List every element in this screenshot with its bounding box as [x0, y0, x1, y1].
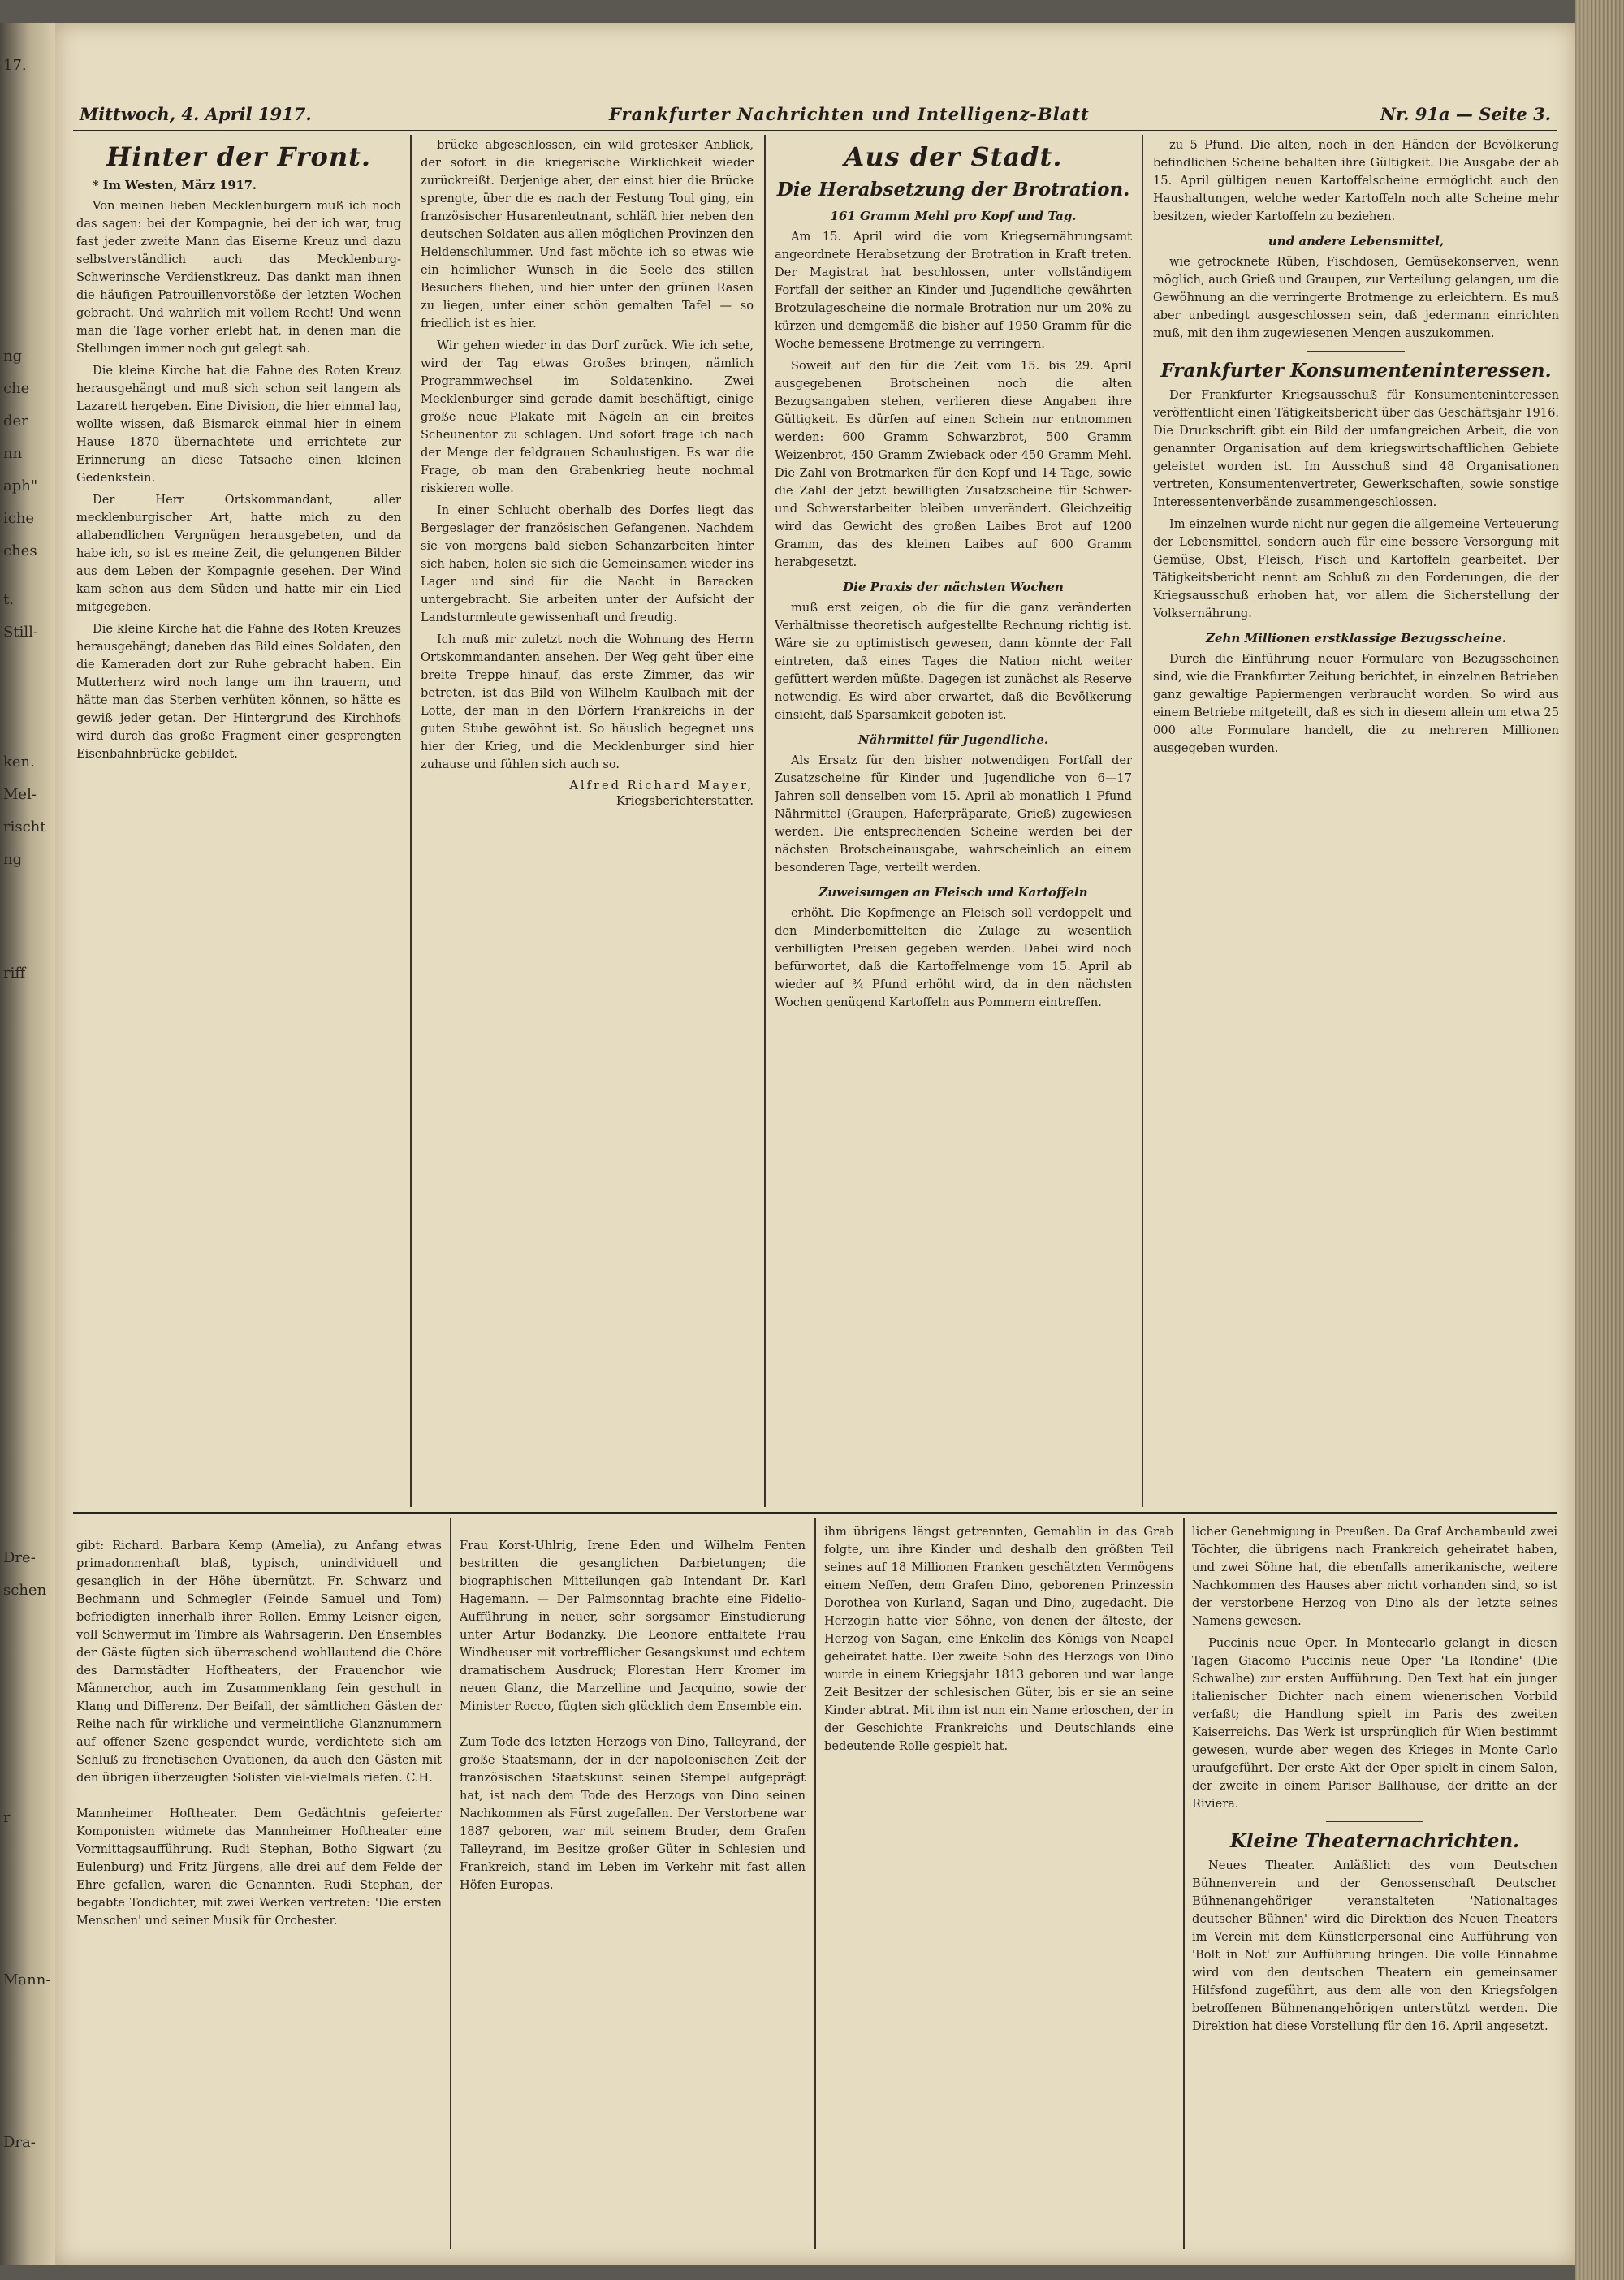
column-rule — [410, 135, 412, 1507]
edge-fragment: schen — [3, 1582, 47, 1599]
feuilleton-text: Frau Korst-Uhlrig, Irene Eden und Wilhelm Fenten bestritten die gesanglichen Darbietungen; die biographischen Mitteilungen gab Intendant Dr. Karl Hagemann. — Der Palmsonntag brachte eine Fidelio-Aufführung in neuer, sehr sorgsamer Einstudierung unter Artur Bodanzky. Die Leonore entfaltete Frau Windheuser mit vortrefflicher Gesangskunst und echtem dramatischem Ausdruck; Florestan Herr Kromer im neuen Glanz, die Marzelline und Jacquino, sowie der Minister Rocco, fügten sich glücklich dem Ensemble ein. Zum Tode des letzten Herzogs von Dino, Talleyrand, der große Staatsmann, der in der napoleonischen Zeit der französischen Staatskunst seinen Stempel aufgeprägt hat, ist nach dem Tode des Herzogs von Dino seinen Nachkommen als Fürst zugefallen. Der Verstorbene war 1887 geboren, war mit seinem Bruder, dem Grafen Talleyrand, im Besitze großer Güter in Schlesien und Frankreich, stand im Leben im Verkehr mit fast allen Höfen Europas. — [460, 1539, 806, 1892]
article-paragraph: zu 5 Pfund. Die alten, noch in den Händen der Bevölkerung befindlichen Scheine behalten ihre Gültigkeit. Die Ausgabe der ab 15. April gültigen neuen Kartoffelscheine ermöglicht auch den Haushaltungen, welche weder Kartoffeln noch alte Scheine mehr besitzen, wieder Kartoffeln zu beziehen. — [1153, 138, 1559, 223]
page-number: Nr. 91a — Seite 3. — [1380, 104, 1551, 124]
article-paragraph: Die kleine Kirche hat die Fahne des Roten Kreuz herausgehängt und muß sich schon seit langem als Lazarett hergeben. Eine Division, die hier einmal lag, wollte wissen, daß Bismarck einmal hier in einem Hause 1870 übernachtete und errichtete zur Erinnerung an diese Tatsache einen kleinen Gedenkstein. — [76, 364, 401, 485]
author-role: Kriegsberichterstatter. — [615, 794, 754, 808]
feuilleton-column-1 — [76, 1523, 442, 2250]
article-hinter-der-front — [76, 136, 401, 1501]
edge-fragment: Mel- — [3, 786, 37, 803]
column-rule — [1183, 1518, 1185, 2249]
subsection-heading: Zuweisungen an Fleisch und Kartoffeln — [818, 885, 1088, 900]
article-subtitle: 161 Gramm Mehl pro Kopf und Tag. — [830, 209, 1077, 223]
edge-fragment: ken. — [3, 754, 35, 771]
article-konsumenteninteressen — [1153, 136, 1559, 1501]
edge-fragment: ng — [3, 348, 23, 365]
issue-date: Mittwoch, 4. April 1917. — [80, 104, 312, 124]
feuilleton-column-3 — [824, 1523, 1173, 2250]
article-paragraph: Wir gehen wieder in das Dorf zurück. Wie ich sehe, wird der Tag etwas Großes bringen, nämlich Programmwechsel im Soldatenkino. Zwei Mecklenburger sind gerade damit beschäftigt, einige große neue Plakate mit Nägeln an ein breites Scheunentor zu schlagen. Und sofort frage ich nach der Menge der feldgrauen Schaulustigen. Es war die Frage, ob man den Grabenkrieg heute nochmal riskieren wolle. — [421, 339, 754, 495]
edge-fragment: che — [3, 380, 30, 397]
feuilleton-text: ihm übrigens längst getrennten, Gemahlin in das Grab folgte, um ihre Kinder und deshalb den größten Teil seines auf 18 Millionen Franken geschätzten Vermögens einem Neffen, dem Grafen Dino, geborenen Prinzessin Dorothea von Kurland, Sagan und Dino, zugedacht. Die Herzogin hatte vier Söhne, von denen der älteste, der Herzog von Sagan, eine Enkelin des Königs von Neapel geheiratet hatte. Der zweite Sohn des Herzogs von Dino wurde in einem Kriegsjahr 1813 geboren und war lange Zeit Besitzer der schlesischen Güter, bis er sie an seine Kinder abtrat. Mit ihm ist nun ein Name erloschen, der in der Geschichte Frankreichs und Deutschlands eine bedeutende Rolle gespielt hat. — [824, 1525, 1173, 1753]
edge-fragment: nn — [3, 445, 23, 462]
edge-fragment: Dra- — [3, 2134, 36, 2151]
subsection-heading: Die Praxis der nächsten Wochen — [843, 580, 1064, 594]
page-stack-edge — [1575, 0, 1624, 2280]
article-paragraph: Von meinen lieben Mecklenburgern muß ich noch das sagen: bei der Kompagnie, bei der ich war, trug fast jeder zweite Mann das Eiserne Kreuz und dazu selbstverständlich auch das Mecklenburg-Schwerinsche Verdienstkreuz. Das dankt man ihnen die häufigen Patrouillenvorstöße der letzten Wochen gebracht. Und wahrlich mit vollem Recht! Und wenn man die Tage vorher erlebt hat, in denen man die Stellungen immer noch gut gelegt sah. — [76, 199, 401, 356]
feuilleton-text: Puccinis neue Oper. In Montecarlo gelangt in diesen Tagen Giacomo Puccinis neue Oper 'La Rondine' (Die Schwalbe) zur ersten Aufführung. Den Text hat ein junger italienischer Dichter nach einem wienerischen Vorbild verfaßt; die Handlung spielt im Paris des zweiten Kaiserreichs. Das Werk ist ursprünglich für Wien bestimmt gewesen, wurde aber wegen des Krieges in Monte Carlo uraufgeführt. Der erste Akt der Oper spielt in einem Salon, der zweite in einem Pariser Ballhause, der dritte an der Riviera. — [1192, 1636, 1557, 1811]
article-title: Frankfurter Konsumenteninteressen. — [1160, 360, 1552, 382]
article-paragraph: Durch die Einführung neuer Formulare von Bezugsscheinen sind, wie die Frankfurter Zeitung berichtet, in einzelnen Betrieben ganz gewaltige Papiermengen verbraucht worden. So wird aus einem Betriebe mitgeteilt, daß es sich in diesem allein um etwa 25 000 alte Formulare handelt, die zu mehreren Millionen ausgegeben wurden. — [1153, 652, 1559, 755]
edge-fragment: Mann- — [3, 1971, 51, 1989]
feuilleton-text: licher Genehmigung in Preußen. Da Graf Archambauld zwei Töchter, die übrigens nach Frankreich geheiratet haben, und zwei Söhne hat, die ebenfalls amerikanische, weitere Nachkommen des Hauses aber nicht vorhanden sind, so ist der verstorbene Herzog von Dino als der letzte seines Namens gewesen. — [1192, 1525, 1557, 1628]
article-paragraph: Der Herr Ortskommandant, aller mecklenburgischer Art, hatte mich zu den allabendlichen Vergnügen herausgebeten, und da habe ich, so ist es meine Zeit, die gelungenen Bilder aus dem Leben der Kompagnie gesehen. Der Wind kam schon aus dem Süden und hatte mir ein Lied mitgegeben. — [76, 493, 401, 614]
article-paragraph: Der Frankfurter Kriegsausschuß für Konsumenteninteressen veröffentlicht einen Tätigkeitsbericht über das Geschäftsjahr 1916. Die Druckschrift gibt ein Bild der umfangreichen Arbeit, die von genannter Organisation auf dem kriegswirtschaftlichen Gebiete geleistet worden ist. Im Ausschuß sind 48 Organisationen vertreten, Konsumentenvertreter, Gewerkschaften, sowie sonstige Interessentenverbände zusammengeschlossen. — [1153, 388, 1559, 509]
article-paragraph: In einer Schlucht oberhalb des Dorfes liegt das Bergeslager der französischen Gefangenen. Nachdem sie von morgens bald sieben Schanzarbeiten hinter sich haben, holen sie sich die Gemeinsamen wieder ins Lager und sind für die Nacht in Baracken untergebracht. Sie arbeiten unter der Aufsicht der Landsturmleute gewissenhaft und freudig. — [421, 503, 754, 624]
edge-fragment: Still- — [3, 624, 38, 641]
edge-fragment: Dre- — [3, 1549, 36, 1566]
article-aus-der-stadt — [775, 136, 1132, 1501]
article-dateline: * Im Westen, März 1917. — [93, 179, 257, 192]
article-paragraph: brücke abgeschlossen, ein wild grotesker Anblick, der sofort in die kriegerische Wirklichkeit wieder zurückreißt. Derjenige aber, der einst hier die Brücke sprengte, über die es nach der Festung Toul ging, ein französischer Husarenleutnant, schläft hier neben den deutschen Soldaten aus allen möglichen Provinzen den Heldenschlummer. Und fast möchte ich so etwas wie ein heimlicher Wunsch in die Seele des stillen Besuchers fliehen, und hier unter den grünen Rasen zu liegen, unter einer schön gemalten Tafel — so friedlich ist es hier. — [421, 138, 754, 330]
article-paragraph: Am 15. April wird die vom Kriegsernährungsamt angeordnete Herabsetzung der Brotration in Kraft treten. Der Magistrat hat beschlossen, unter vollständigem Fortfall der seither an Kinder und Jugendliche gewährten Brotzulagescheine die normale Brotration nur um 20% zu kürzen und demgemäß die bisher auf 1950 Gramm für die Woche bemessene Brotmenge zu verringern. — [775, 230, 1132, 351]
edge-fragment: rischt — [3, 818, 46, 836]
edge-fragment: iche — [3, 510, 35, 527]
feuilleton-text: gibt: Richard. Barbara Kemp (Amelia), zu Anfang etwas primadonnenhaft blaß, typisch, unindividuell und gesanglich in der Höhe übernützt. Fr. Schwarz und Bechmann und Schmegler (Feinde Samuel und Tom) befriedigten innerhalb ihrer Rollen. Emmy Leisner eigen, voll Schwermut im Timbre als Wahrsagerin. Den Ensembles der Gäste fügten sich überraschend wohllautend die Chöre des Darmstädter Hoftheaters, der Frauenchor wie Männerchor, auch im Zusammenklang fein geschult in Klang und Differenz. Der Beifall, der sämtlichen Gästen der Reihe nach für wirkliche und vermeintliche Glanznummern auf offener Szene gespendet wurde, verdichtete sich am Schluß zu frenetischen Ovationen, da auch den Gästen mit den übrigen überzeugten Solisten viel-vielmals riefen. C.H. Mannheimer Hoftheater. Dem Gedächtnis gefeierter Komponisten widmete das Mannheimer Hoftheater eine Vormittagsaufführung. Rudi Stephan, Botho Sigwart (zu Eulenburg) und Fritz Jürgens, alle drei auf dem Felde der Ehre gefallen, waren die Genannten. Rudi Stephan, der begabte Tondichter, mit zwei Werken vertreten: 'Die ersten Menschen' und seiner Musik für Orchester. — [76, 1539, 442, 1928]
article-title: Hinter der Front. — [106, 141, 372, 172]
article-title: Die Herabsetzung der Brotration. — [776, 179, 1130, 201]
column-rule — [814, 1518, 816, 2249]
subsection-heading: und andere Lebensmittel, — [1268, 234, 1445, 248]
edge-fragment: t. — [3, 591, 14, 608]
subsection-heading: Nährmittel für Jugendliche. — [857, 732, 1049, 747]
feuilleton-column-2 — [460, 1523, 806, 2250]
divider — [1326, 1821, 1423, 1822]
article-paragraph: Im einzelnen wurde nicht nur gegen die allgemeine Verteuerung der Lebensmittel, sondern auch für eine bessere Versorgung mit Gemüse, Obst, Fleisch, Fisch und Kartoffeln gearbeitet. Der Tätigkeitsbericht nennt am Schluß zu den Forderungen, die der Kriegsausschuß erhoben hat, vor allem die Sicherstellung der Volksernährung. — [1153, 517, 1559, 620]
column-rule — [764, 135, 766, 1507]
section-title: Aus der Stadt. — [844, 141, 1063, 172]
article-paragraph: erhöht. Die Kopfmenge an Fleisch soll verdoppelt und den Minderbemittelten die Zulage zu wesentlich verbilligten Preisen gegeben werden. Dabei wird noch befürwortet, daß die Kartoffelmenge vom 15. April ab wieder auf ¾ Pfund erhöht wird, da in den nächsten Wochen genügend Kartoffeln aus Pommern eintreffen. — [775, 906, 1132, 1009]
article-paragraph: Die kleine Kirche hat die Fahne des Roten Kreuzes herausgehängt; daneben das Bild eines Soldaten, den die Kameraden dort zur Ruhe gebracht haben. Ein Mutterherz wird noch lange um ihn trauern, und hätte man das Sterben verhüten können, so hätte es gewiß jeder getan. Der Hintergrund des Kirchhofs wird durch das große Fragment einer gesprengten Eisenbahnbrücke gebildet. — [76, 622, 401, 761]
edge-fragment: der — [3, 412, 28, 430]
subsection-heading: Zehn Millionen erstklassige Bezugsscheine. — [1206, 631, 1506, 646]
article-hinter-der-front-continued — [421, 136, 754, 1501]
feuilleton-text: Neues Theater. Anläßlich des vom Deutschen Bühnenverein und der Genossenschaft Deutscher Bühnenangehöriger veranstalteten 'Nationaltages deutscher Bühnen' wird die Direktion des Neuen Theaters im Verein mit dem Künstlerpersonal eine Aufführung von 'Bolt in Not' zur Aufführung bringen. Die volle Einnahme wird von den deutschen Theatern ein gemeinsamer Hilfsfond zugeführt, aus dem alle von den Kriegsfolgen betroffenen Bühnenangehörigen unterstützt werden. Die Direktion hat diese Vorstellung für den 16. April angesetzt. — [1192, 1859, 1557, 2033]
masthead — [73, 81, 1557, 132]
edge-fragment: riff — [3, 965, 26, 982]
column-rule — [1142, 135, 1143, 1507]
article-paragraph: wie getrocknete Rüben, Fischdosen, Gemüsekonserven, wenn möglich, auch Grieß und Graupen, zur Verteilung gelangen, um die Gewöhnung an die verringerte Brotmenge zu erleichtern. Es muß aber unbedingt ausgeschlossen sein, daß jedermann einrichten muß, mit den ihm zugewiesenen Mengen auszukommen. — [1153, 255, 1559, 340]
feuilleton-column-4 — [1192, 1523, 1557, 2250]
adjacent-page-edge — [0, 23, 55, 2265]
edge-fragment: r — [3, 1809, 11, 1826]
edge-fragment: ches — [3, 542, 37, 559]
author-signature: Alfred Richard Mayer, — [569, 779, 754, 792]
newspaper-name: Frankfurter Nachrichten und Intelligenz-Blatt — [609, 104, 1090, 124]
edge-fragment: aph" — [3, 477, 38, 494]
feuilleton-rule — [73, 1512, 1557, 1514]
edge-fragment: ng — [3, 851, 23, 868]
divider — [1307, 351, 1405, 352]
article-paragraph: muß erst zeigen, ob die für die ganz veränderten Verhältnisse theoretisch aufgestellte Rechnung richtig ist. Wäre sie zu optimistisch gewesen, dann könnte der Fall eintreten, daß eines Tages die Nation nicht weiter gefüttert werden müßte. Dagegen ist zunächst als Reserve notwendig. Es wird aber erwartet, daß die Bevölkerung einsieht, daß Sparsamkeit geboten ist. — [775, 601, 1132, 722]
article-paragraph: Ich muß mir zuletzt noch die Wohnung des Herrn Ortskommandanten ansehen. Der Weg geht über eine breite Treppe hinauf, das erste Zimmer, das wir betreten, ist das Bild von Wilhelm Kaulbach mit der Lotte, der man in den Dörfern Frankreichs in der guten Stube gewöhnt ist. So häuslich begegnet uns hier der Krieg, und die Mecklenburger sind hier zuhause und fühlen sich auch so. — [421, 633, 754, 771]
article-title: Kleine Theaternachrichten. — [1229, 1830, 1520, 1852]
edge-fragment: 17. — [3, 57, 27, 74]
column-rule — [450, 1518, 451, 2249]
article-paragraph: Als Ersatz für den bisher notwendigen Fortfall der Zusatzscheine für Kinder und Jugendliche von 6—17 Jahren soll denselben vom 15. April ab monatlich 1 Pfund Nährmittel (Graupen, Haferpräparate, Grieß) zugewiesen werden. Die entsprechenden Scheine werden bei der nächsten Brotscheinausgabe, wahrscheinlich an einem besonderen Tage, verteilt werden. — [775, 754, 1132, 874]
article-paragraph: Soweit auf den für die Zeit vom 15. bis 29. April ausgegebenen Brotscheinen noch die alten Bezugsangaben stehen, verlieren diese Angaben ihre Gültigkeit. Es dürfen auf einen Schein nur entnommen werden: 600 Gramm Schwarzbrot, 500 Gramm Weizenbrot, 450 Gramm Zwieback oder 450 Gramm Mehl. Die Zahl von Brotmarken für den Kopf und 14 Tage, sowie die Zahl der jetzt bewilligten Zusatzscheine für Schwer- und Schwerstarbeiter bleiben unverändert. Gleichzeitig wird das Gewicht des großen Laibes Brot auf 1200 Gramm, das des kleinen Laibes auf 600 Gramm herabgesetzt. — [775, 359, 1132, 569]
newspaper-page — [55, 23, 1575, 2265]
